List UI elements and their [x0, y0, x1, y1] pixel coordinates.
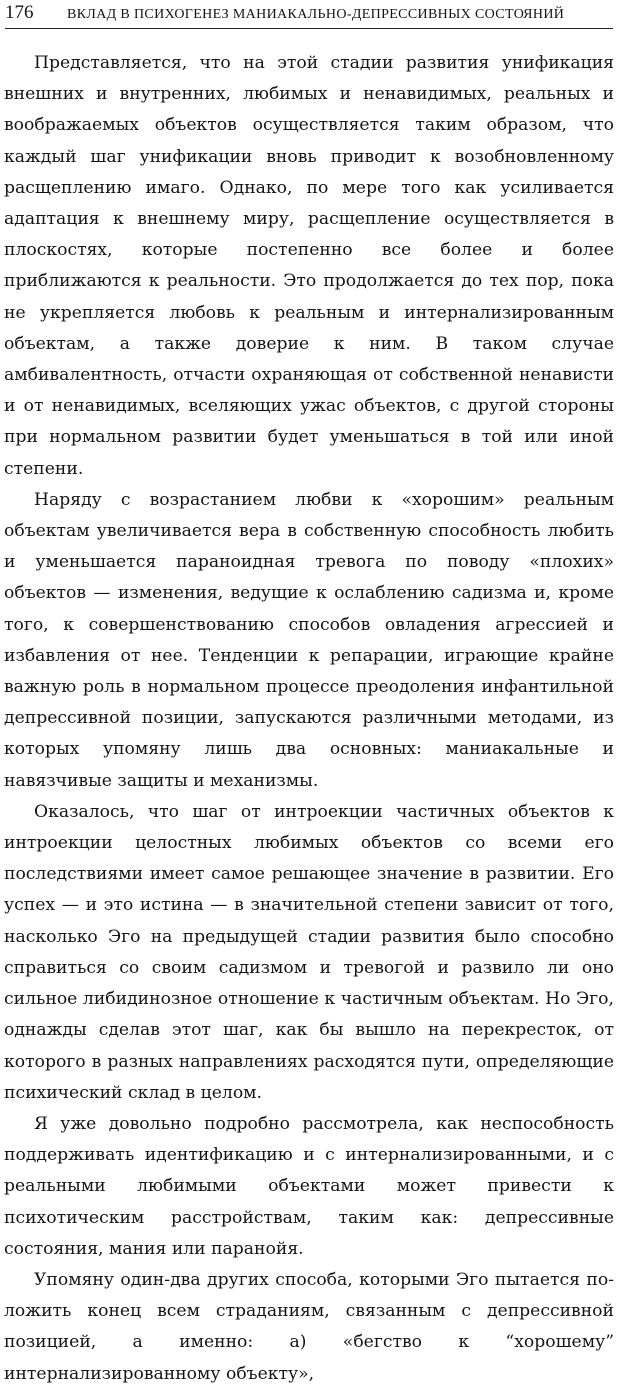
paragraph: Оказалось, что шаг от интроекции частичных объектов к интроекции целостных любимых объектов со всеми его последствиями имеет самое решающее значение в развитии. Его успех — и это истина — в значительной степени зависит от того, насколько Эго на предыдущей стадии развития было способно справиться со своим садизмом и тревогой и развило ли оно сильное либидинозное отношение к частичным объектам. Но Эго, однажды сделав этот шаг, как бы вышло на перекресток, от которого в разных направлениях расходятся пути, определяющие психический склад в целом.: [4, 801, 614, 1103]
page-number: 176: [5, 2, 34, 23]
paragraph: Наряду с возрастанием любви к «хорошим» реальным объектам увеличивается вера в собственную способность любить и уменьшается параноидная тревога по поводу «плохих» объектов — изменения, ведущие к ослаблению садизма и, кроме того, к совершенствованию способов овладения агрессией и избавления от нее. Тенденции к репарации, играющие крайне важную роль в нормальном процессе преодоления инфантильной депрессивной позиции, запускаются различными методами, из которых упомяну лишь два основных: маниакальные и навязчивые защиты и механизмы.: [4, 489, 614, 791]
paragraph: Упомяну один-два других способа, которыми Эго пытается положить конец всем страданиям, связанным с депрессивной позицией, а именно: а) «бегство к “хорошему” интернализированному объекту»,: [4, 1269, 614, 1384]
running-header: [5, 2, 613, 29]
paragraph: Представляется, что на этой стадии развития унификация внешних и внутренних, любимых и ненавидимых, реальных и воображаемых объектов осуществляется таким образом, что каждый шаг унификации вновь приводит к возобновленному расщеплению имаго. Однако, по мере того как усиливается адаптация к внешнему миру, расщепление осуществляется в плоскостях, которые постепенно все более и более приближаются к реальности. Это продолжается до тех пор, пока не укрепляется любовь к реальным и интернализированным объектам, а также доверие к ним. В таком случае амбивалентность, отчасти охраняющая от собственной ненависти и от ненавидимых, вселяющих ужас объектов, с другой стороны при нормальном развитии будет уменьшаться в той или иной степени.: [4, 53, 614, 479]
body-text: [4, 48, 614, 1390]
running-title: ВКЛАД В ПСИХОГЕНЕЗ МАНИАКАЛЬНО-ДЕПРЕССИВНЫХ СОСТОЯНИЙ: [67, 7, 565, 22]
paragraph: Я уже довольно подробно рассмотрела, как неспособность поддерживать идентификацию и с интернализированными, и с реальными любимыми объектами может привести к психотическим расстройствам, таким как: депрессивные состояния, мания или паранойя.: [4, 1113, 614, 1259]
